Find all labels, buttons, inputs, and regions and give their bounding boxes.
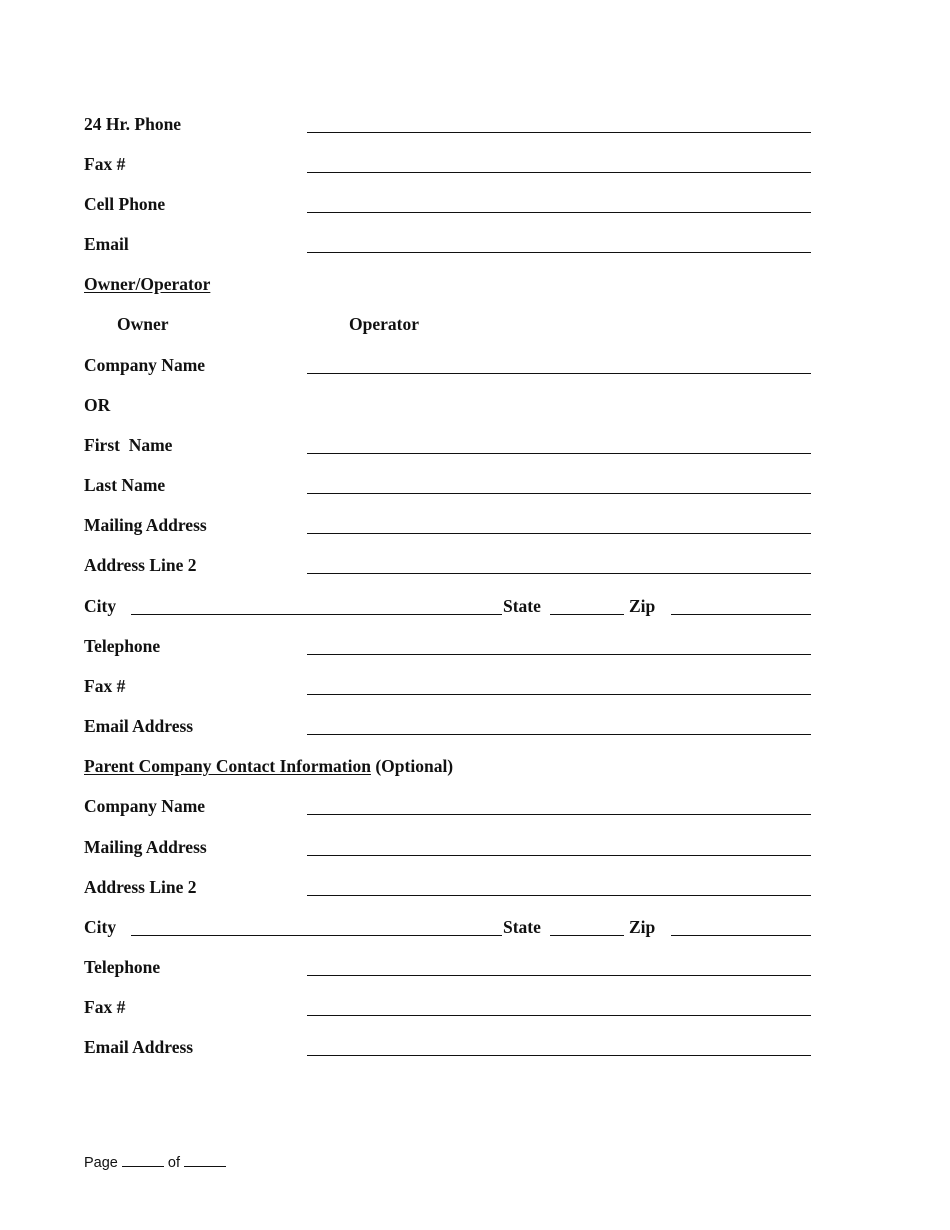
parent-company-heading-row <box>84 756 811 780</box>
email-field[interactable] <box>307 252 811 253</box>
company-name-field[interactable] <box>307 373 811 374</box>
state-label: State <box>503 596 541 616</box>
fax-field[interactable] <box>307 172 811 173</box>
of-word: of <box>167 1155 180 1171</box>
first-name-field[interactable] <box>307 453 811 454</box>
cell-phone-row <box>84 194 811 218</box>
company-name-label: Company Name <box>84 355 206 375</box>
address-line-2-label: Address Line 2 <box>84 555 197 575</box>
owner-operator-heading-row <box>84 274 811 298</box>
first-name-row <box>84 435 811 459</box>
or-label: OR <box>84 395 111 415</box>
owner-fax-label: Fax # <box>84 676 126 696</box>
parent-email-address-row <box>84 1037 811 1061</box>
parent-state-label: State <box>503 917 541 937</box>
email-address-row <box>84 716 811 740</box>
parent-company-heading-wrap <box>84 756 453 776</box>
parent-fax-field[interactable] <box>307 1015 811 1016</box>
page-total-blank[interactable] <box>184 1152 226 1167</box>
optional-note: (Optional) <box>375 756 454 776</box>
state-field[interactable] <box>550 614 624 615</box>
parent-company-name-field[interactable] <box>307 814 811 815</box>
phone-24hr-row <box>84 114 811 138</box>
owner-fax-field[interactable] <box>307 694 811 695</box>
owner-operator-heading: Owner/Operator <box>84 274 211 294</box>
mailing-address-field[interactable] <box>307 533 811 534</box>
or-row <box>84 395 811 419</box>
last-name-label: Last Name <box>84 475 166 495</box>
phone-24hr-label: 24 Hr. Phone <box>84 114 182 134</box>
operator-option[interactable]: Operator <box>349 314 419 334</box>
city-state-zip-row <box>84 596 811 620</box>
parent-city-label: City <box>84 917 117 937</box>
parent-telephone-label: Telephone <box>84 957 161 977</box>
telephone-label: Telephone <box>84 636 161 656</box>
page-number-blank[interactable] <box>122 1152 164 1167</box>
owner-operator-choice-row <box>84 314 811 338</box>
address-line-2-row <box>84 555 811 579</box>
owner-fax-row <box>84 676 811 700</box>
parent-mailing-address-field[interactable] <box>307 855 811 856</box>
parent-state-field[interactable] <box>550 935 624 936</box>
parent-company-name-label: Company Name <box>84 796 206 816</box>
parent-email-address-field[interactable] <box>307 1055 811 1056</box>
company-name-row <box>84 355 811 379</box>
mailing-address-label: Mailing Address <box>84 515 207 535</box>
owner-option[interactable]: Owner <box>117 314 169 334</box>
city-label: City <box>84 596 117 616</box>
parent-address-line-2-field[interactable] <box>307 895 811 896</box>
parent-zip-label: Zip <box>629 917 656 937</box>
fax-row <box>84 154 811 178</box>
page-word: Page <box>84 1155 118 1171</box>
email-address-field[interactable] <box>307 734 811 735</box>
parent-address-line-2-row <box>84 877 811 901</box>
email-row <box>84 234 811 258</box>
telephone-field[interactable] <box>307 654 811 655</box>
parent-email-address-label: Email Address <box>84 1037 194 1057</box>
telephone-row <box>84 636 811 660</box>
city-field[interactable] <box>131 614 502 615</box>
cell-phone-label: Cell Phone <box>84 194 166 214</box>
phone-24hr-field[interactable] <box>307 132 811 133</box>
parent-fax-label: Fax # <box>84 997 126 1017</box>
address-line-2-field[interactable] <box>307 573 811 574</box>
mailing-address-row <box>84 515 811 539</box>
cell-phone-field[interactable] <box>307 212 811 213</box>
parent-city-state-zip-row <box>84 917 811 941</box>
parent-fax-row <box>84 997 811 1021</box>
parent-company-heading: Parent Company Contact Information <box>84 756 371 776</box>
zip-field[interactable] <box>671 614 811 615</box>
parent-telephone-field[interactable] <box>307 975 811 976</box>
parent-mailing-address-row <box>84 837 811 861</box>
first-name-label: First Name <box>84 435 173 455</box>
last-name-field[interactable] <box>307 493 811 494</box>
last-name-row <box>84 475 811 499</box>
page-footer <box>84 1152 230 1173</box>
parent-company-name-row <box>84 796 811 820</box>
parent-mailing-address-label: Mailing Address <box>84 837 207 857</box>
parent-city-field[interactable] <box>131 935 502 936</box>
email-label: Email <box>84 234 129 254</box>
email-address-label: Email Address <box>84 716 194 736</box>
parent-telephone-row <box>84 957 811 981</box>
parent-address-line-2-label: Address Line 2 <box>84 877 197 897</box>
zip-label: Zip <box>629 596 656 616</box>
fax-label: Fax # <box>84 154 126 174</box>
parent-zip-field[interactable] <box>671 935 811 936</box>
